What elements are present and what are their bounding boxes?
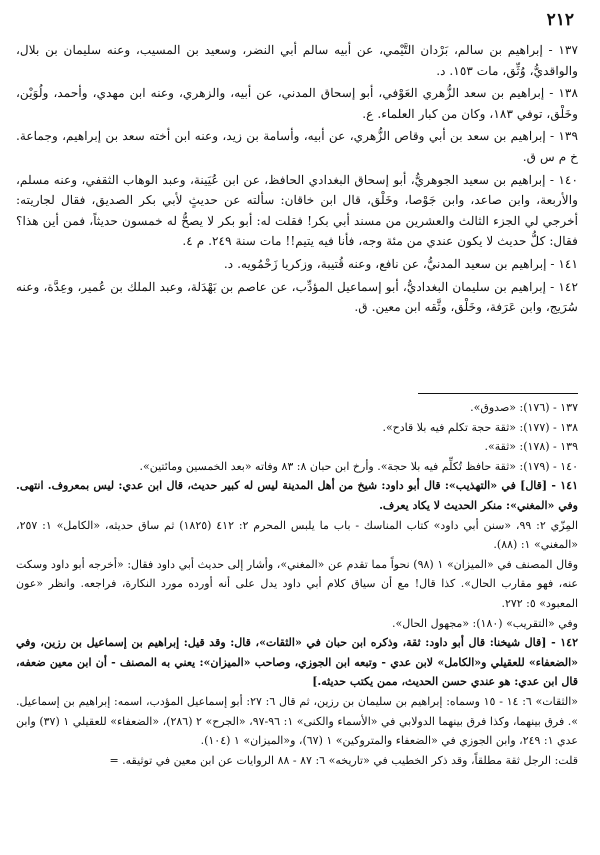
page-number: ٢١٢ — [546, 10, 574, 30]
entry-140: ١٤٠ - إبراهيم بن سعيد الجوهريُّ، أبو إسحاق البغدادي الحافظ، عن ابن عُيَينة، وعبد الوهاب الثقفي، وعنه مسلم، والأربعة، وابن صاعد، وابن جَوْصا، وخَلْق، قال ابن خاقان: سألته عن حديثٍ لأبي بكر الصديق، فقال لجاريته: أخرجي لي الجزء الثالث والعشرين من مسند أبي بكر! فقلت له: أبو بكر لا يصحُّ له خمسون حديثاً، فمن أين هذا؟ فقال: كلُّ حديث لا يكون عندي من مئة وجه، فأنا فيه يتيم!! مات سنة ٢٤٩. م ٤. — [16, 172, 578, 249]
note-141: ١٤١ - [قال] في «التهذيب»: قال أبو داود: شيخ من أهل المدينة ليس له كبير حديث، قال ابن عدي: ليس بمعروف. انتهى. وفي «المغني»: منكر الحديث لا يكاد يعرف. — [16, 479, 578, 512]
entry-139: ١٣٩ - إبراهيم بن سعد بن أبي وقاص الزُّهري، عن أبيه، وأسامة بن زيد، وعنه ابن أخته سعد بن إبراهيم، وجماعة. خ م س ق. — [16, 129, 578, 164]
footnotes — [16, 398, 578, 770]
biography-entries — [16, 40, 578, 320]
note-142-conclusion: قلت: الرجل ثقة مطلقاً، وقد ذكر الخطيب في «تاريخه» ٦: ٨٧ - ٨٨ الروايات عن ابن معين في توثيقه. = — [109, 753, 578, 767]
entry-137: ١٣٧ - إبراهيم بن سالم، بَرْدان التَّيْمي، عن أبيه سالم أبي النضر، وسعيد بن المسيب، وعنه سليمان بن بلال، والواقديُّ، وُثِّق، مات ١٥٣. د. — [16, 43, 578, 78]
note-141-mizan: وقال المصنف في «الميزان» ١ (٩٨) نحواً مما تقدم عن «المغني»، وأشار إلى حديث أبي داود فقال: «أخرجه أبو داود وسكت عنه، فهو مقارب الحال». كذا قال! مع أن سياق كلام أبي داود يدل على أنه أورده مورد النكارة، فراجعه. وانظر «عون المعبود» ٥: ٢٧٢. — [16, 557, 579, 610]
note-141-sources: المِزّي ٢: ٩٩، «سنن أبي داود» كتاب المناسك - باب ما يلبس المحرم ٢: ٤١٢ (١٨٢٥) ثم ساق حديثه، «الكامل» ١: ٢٥٧، «المغني» ١: (٨٨). — [16, 518, 579, 552]
entry-141: ١٤١ - إبراهيم بن سعيد المدنيُّ، عن نافع، وعنه قُتيبة، وزكريا زَحْمُويه. د. — [223, 256, 578, 271]
entry-142: ١٤٢ - إبراهيم بن سليمان البغداديُّ، أبو إسماعيل المؤدِّب، عن عاصم بن بَهْدَلة، وعبد الملك بن عُمير، وعِدَّة، وعنه سُرَيج، وابن عَرَفة، وخَلْق، وثَّقه ابن معين. ق. — [16, 279, 578, 315]
note-138: ١٣٨ - (١٧٧): «ثقة حجة تكلم فيه بلا قادح». — [382, 420, 578, 434]
note-140: ١٤٠ - (١٧٩): «ثقة حافظ تُكلِّم فيه بلا حجة». وأرخ ابن حبان ٨: ٨٣ وفاته «بعد الخمسين ومائتين». — [139, 459, 578, 473]
footnote-divider — [418, 393, 578, 394]
note-139: ١٣٩ - (١٧٨): «ثقة». — [484, 440, 578, 454]
entry-138: ١٣٨ - إبراهيم بن سعد الزُّهري العَوْفي، أبو إسحاق المدني، عن أبيه، والزهري، وعنه ابن مهدي، وأحمد، ولُوَيْن، وخَلْق، توفي ١٨٣، وكان من كبار العلماء. ع. — [16, 86, 578, 121]
note-137: ١٣٧ - (١٧٦): «صدوق». — [470, 401, 578, 414]
note-142-sources: «الثقات» ٦: ١٤ - ١٥ وسماه: إبراهيم بن سليمان بن رزين، ثم قال ٦: ٢٧: أبو إسماعيل المؤدب، اسمه: إبراهيم بن إسماعيل. ». فرق بينهما، وكذا فرق بينهما الدولابي في «الأسماء والكنى» ١: ٩٦-٩٧، «الجرح» ٢ (٢٨٦)، «الضعفاء» للعقيلي ١ (٣٧) وابن عدي ١: ٢٤٩، وابن الجوزي في «الضعفاء والمتروكين» ١ (٦٧)، و«الميزان» ١ (١٠٤). — [16, 694, 579, 748]
note-142: ١٤٢ - [قال شيخنا: قال أبو داود: ثقة، وذكره ابن حبان في «الثقات»، قال: وقد قيل: إبراهيم بن إسماعيل بن رزين، وفي «الضعفاء» للعقيلي و«الكامل» لابن عدي - وتبعه ابن الجوزي، وصاحب «الميزان»: يعني به المصنف - أن ابن معين ضعفه، قال ابن عدي: هو عندي حسن الحديث، ممن يكتب حديثه.] — [16, 636, 578, 689]
note-141-taqrib: وفي «التقريب» (١٨٠): «مجهول الحال». — [392, 616, 578, 630]
